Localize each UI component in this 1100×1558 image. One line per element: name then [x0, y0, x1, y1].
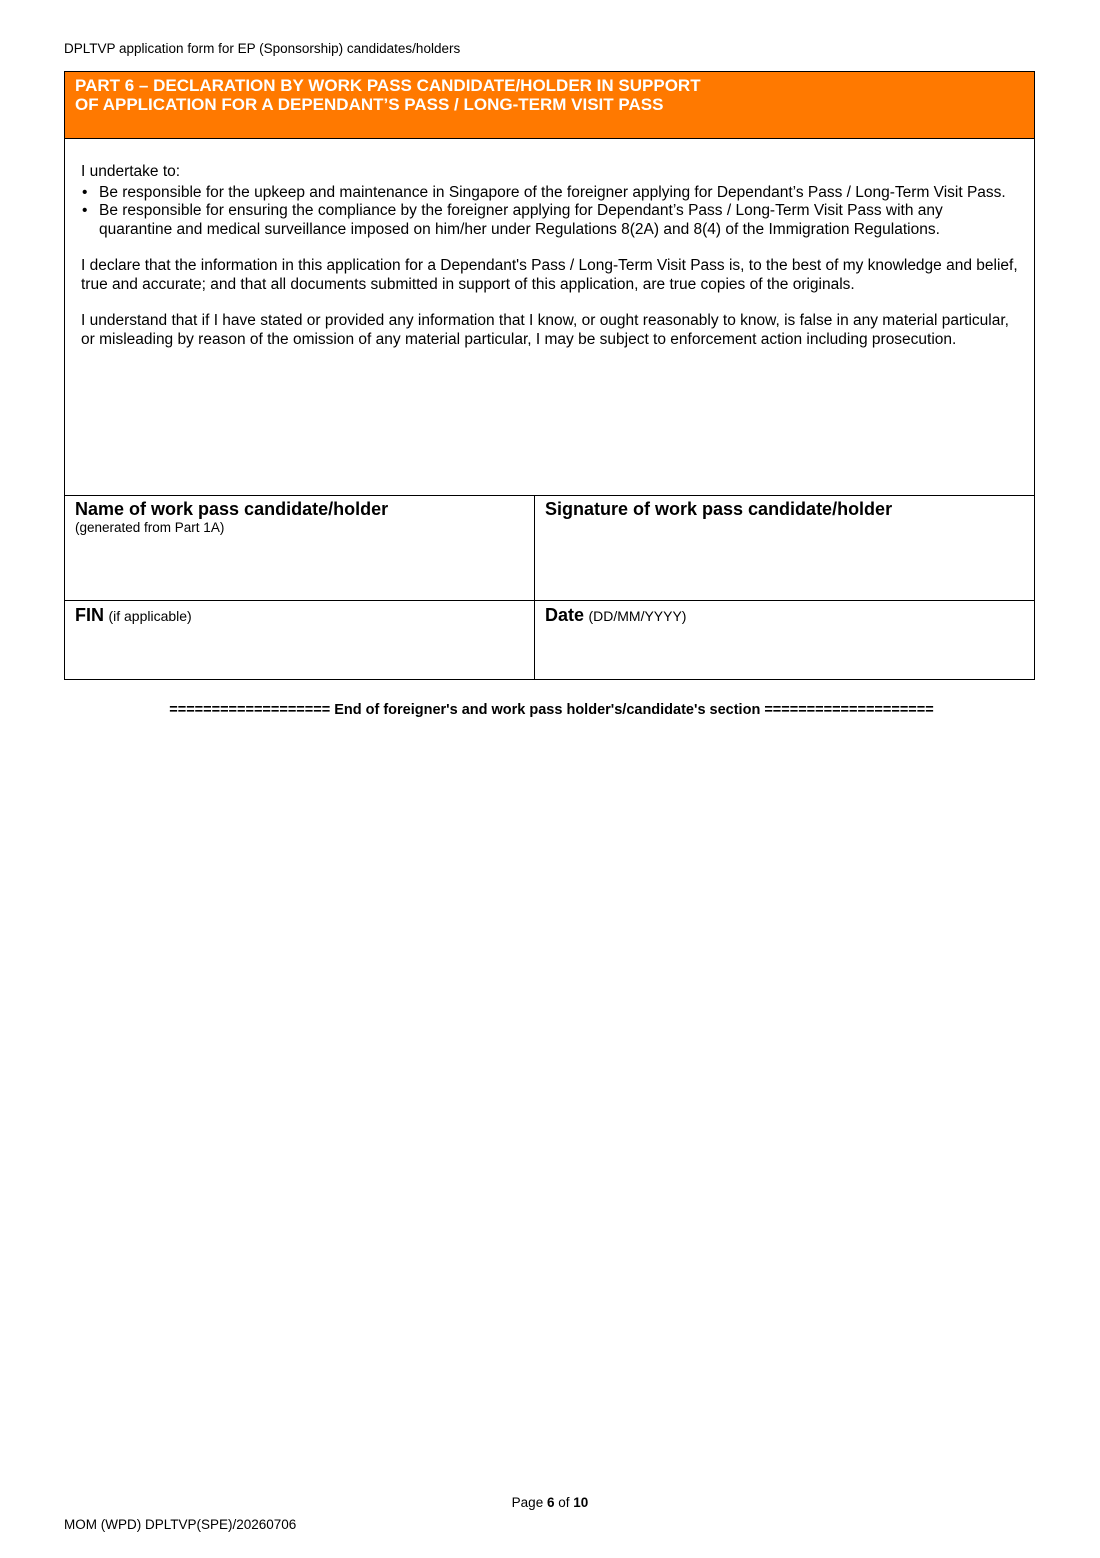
part6-title-line2: OF APPLICATION FOR A DEPENDANT’S PASS / LONG-TERM VISIT PASS — [75, 95, 664, 114]
part6-section — [64, 71, 1035, 680]
undertakings-list — [81, 184, 1018, 240]
part6-title-line1: PART 6 – DECLARATION BY WORK PASS CANDIDATE/HOLDER IN SUPPORT — [75, 76, 701, 95]
name-field[interactable] — [65, 496, 535, 601]
fin-note: (if applicable) — [108, 608, 192, 624]
name-label: Name of work pass candidate/holder — [75, 499, 389, 519]
bullet-icon: • — [82, 202, 88, 219]
bullet-icon: • — [82, 183, 88, 201]
understanding-paragraph: I understand that if I have stated or provided any information that I know, or ought reasonably to know, is false in any material particular, or misleading by reason of the omission of any material particular, I may be subject to enforcement action including prosecution. — [81, 312, 1009, 348]
date-field[interactable] — [535, 601, 1034, 680]
running-header: DPLTVP application form for EP (Sponsorship) candidates/holders — [64, 41, 461, 56]
page-number — [0, 1495, 1100, 1510]
date-note: (DD/MM/YYYY) — [588, 608, 687, 624]
signature-field[interactable] — [535, 496, 1034, 601]
undertake-intro: I undertake to: — [81, 163, 181, 180]
signature-table — [65, 496, 1034, 680]
fin-field[interactable] — [65, 601, 535, 680]
page-of: of — [558, 1495, 570, 1510]
section-end-marker: =================== End of foreigner's and work pass holder's/candidate's section ==================== — [169, 702, 934, 718]
signature-label: Signature of work pass candidate/holder — [545, 499, 893, 519]
form-code: MOM (WPD) DPLTVP(SPE)/20260706 — [64, 1517, 297, 1532]
part6-header — [65, 72, 1034, 139]
undertaking-item — [82, 183, 1018, 203]
undertaking-text: Be responsible for ensuring the compliance by the foreigner applying for Dependant’s Pass / Long-Term Visit Pass with any quarantine and medical surveillance imposed on him/her under Regulations 8(2A) and 8(4) of the Immigration Regulations. — [99, 202, 943, 238]
page-prefix: Page — [511, 1495, 544, 1510]
name-note: (generated from Part 1A) — [75, 520, 225, 535]
page-total: 10 — [573, 1495, 589, 1510]
undertaking-item — [82, 202, 1018, 239]
declaration-body — [65, 139, 1034, 496]
date-label: Date — [545, 605, 585, 625]
undertaking-text: Be responsible for the upkeep and maintenance in Singapore of the foreigner applying for Dependant’s Pass / Long-Term Visit Pass. — [99, 183, 1006, 201]
fin-label: FIN — [75, 605, 104, 625]
page-current: 6 — [546, 1495, 555, 1510]
declaration-paragraph: I declare that the information in this application for a Dependant's Pass / Long-Term Visit Pass is, to the best of my knowledge and belief, true and accurate; and that all documents submitted in support of this application, are true copies of the originals. — [81, 257, 1018, 293]
